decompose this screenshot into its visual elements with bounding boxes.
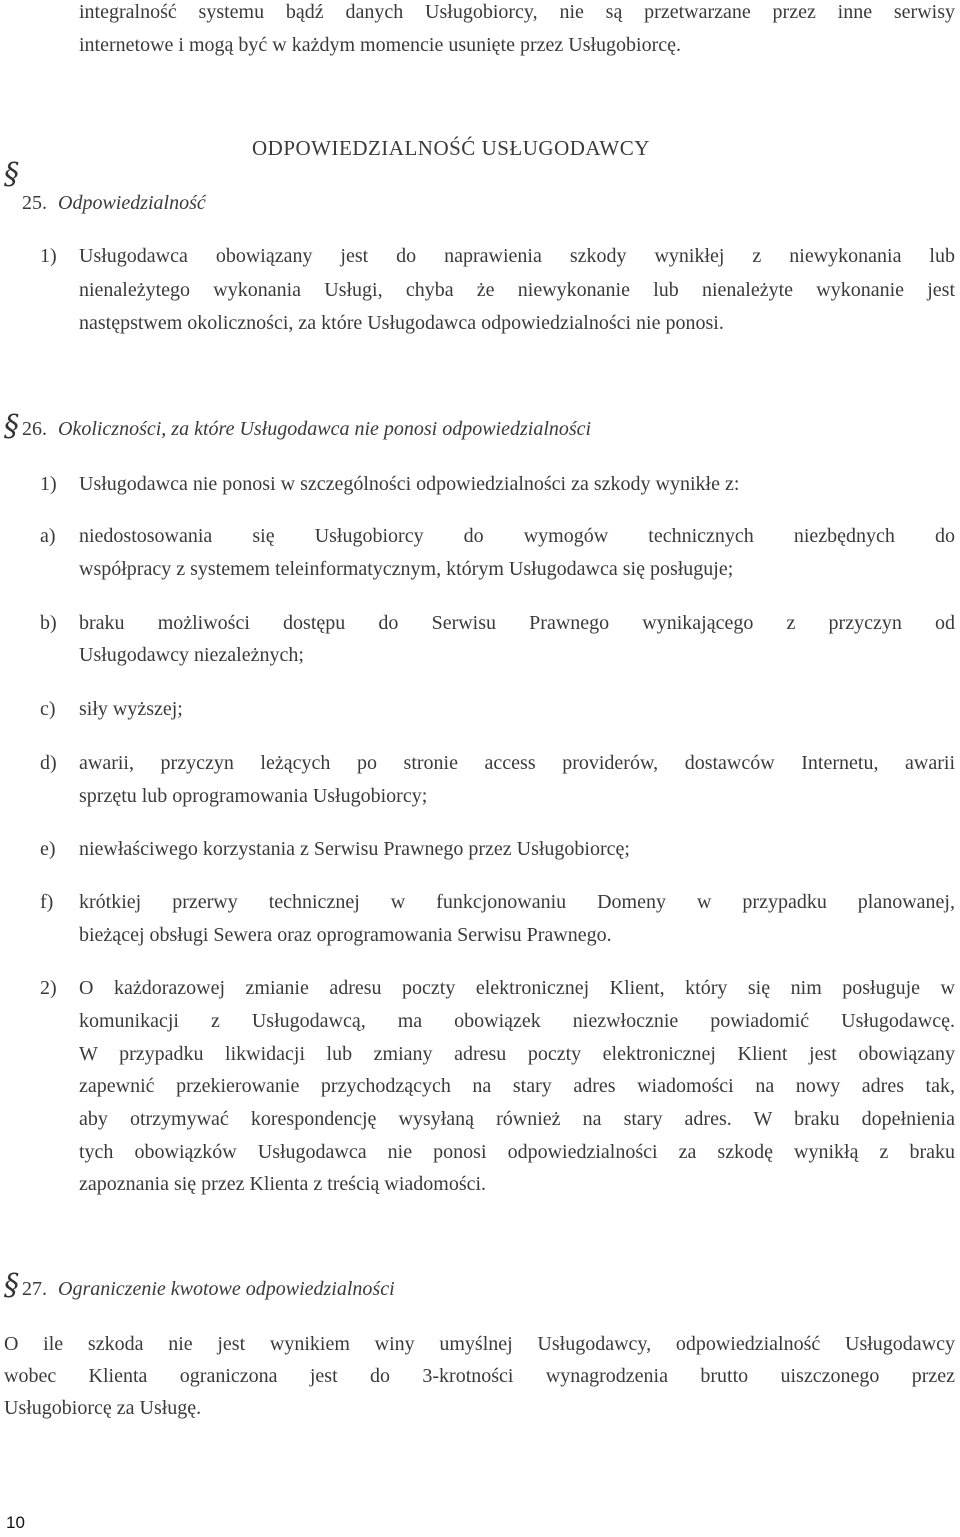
section-25-number: 25.: [22, 192, 47, 214]
section-27-title: Ograniczenie kwotowe odpowiedzialności: [58, 1278, 395, 1300]
s26-b-line-2: Usługodawcy niezależnych;: [79, 644, 304, 666]
s26-b-label: b): [40, 612, 57, 634]
s26-f-line-2: bieżącej obsługi Sewera oraz oprogramowania Serwisu Prawnego.: [79, 924, 612, 946]
s26-a-line-2: współpracy z systemem teleinformatycznym, którym Usługodawca się posługuje;: [79, 558, 734, 580]
s26-a-line-1: niedostosowania się Usługobiorcy do wymogów technicznych niezbędnych do: [79, 525, 955, 547]
s25-p1-line-3: następstwem okoliczności, za które Usługodawca odpowiedzialności nie ponosi.: [79, 312, 724, 334]
s26-p2-line-7: zapoznania się przez Klienta z treścią wiadomości.: [79, 1173, 487, 1195]
s26-f-line-1: krótkiej przerwy technicznej w funkcjonowaniu Domeny w przypadku planowanej,: [79, 891, 955, 913]
section-symbol-27: §: [4, 1268, 19, 1303]
s26-p1-text: Usługodawca nie ponosi w szczególności odpowiedzialności za szkody wynikłe z:: [79, 473, 740, 495]
s26-b-line-1: braku możliwości dostępu do Serwisu Prawnego wynikającego z przyczyn od: [79, 612, 955, 634]
s26-p2-line-4: zapewnić przekierowanie przychodzących na stary adres wiadomości na nowy adres tak,: [79, 1075, 955, 1097]
section-27-number: 27.: [22, 1278, 47, 1300]
s26-c-line-1: siły wyższej;: [79, 698, 183, 720]
s26-p1-number: 1): [40, 473, 57, 495]
s26-e-label: e): [40, 838, 56, 860]
s26-d-line-2: sprzętu lub oprogramowania Usługobiorcy;: [79, 785, 428, 807]
page-number: 10: [6, 1513, 25, 1532]
section-heading: ODPOWIEDZIALNOŚĆ USŁUGODAWCY: [252, 136, 650, 160]
s26-e-line-1: niewłaściwego korzystania z Serwisu Prawnego przez Usługobiorcę;: [79, 838, 630, 860]
s25-p1-line-2: nienależytego wykonania Usługi, chyba że niewykonanie lub nienależyte wykonanie jest: [79, 279, 955, 301]
section-symbol-25: §: [4, 157, 19, 192]
s26-p2-line-6: tych obowiązków Usługodawca nie ponosi odpowiedzialności za szkodę wynikłą z braku: [79, 1141, 955, 1163]
section-26-number: 26.: [22, 418, 47, 440]
s27-line-2: wobec Klienta ograniczona jest do 3-krotności wynagrodzenia brutto uiszczonego przez: [4, 1365, 955, 1387]
s25-p1-line-1: Usługodawca obowiązany jest do naprawienia szkody wynikłej z niewykonania lub: [79, 245, 955, 267]
s26-p2-line-3: W przypadku likwidacji lub zmiany adresu poczty elektronicznej Klient jest obowiązany: [79, 1043, 955, 1065]
section-26-title: Okoliczności, za które Usługodawca nie ponosi odpowiedzialności: [58, 418, 592, 440]
s26-p2-line-5: aby otrzymywać korespondencję wysyłaną również na stary adres. W braku dopełnienia: [79, 1108, 955, 1130]
s27-line-3: Usługobiorcę za Usługę.: [4, 1397, 202, 1419]
s27-line-1: O ile szkoda nie jest wynikiem winy umyślnej Usługodawcy, odpowiedzialność Usługodawcy: [4, 1333, 955, 1355]
s26-a-label: a): [40, 525, 56, 547]
s26-d-label: d): [40, 752, 57, 774]
s25-p1-number: 1): [40, 245, 57, 267]
s26-f-label: f): [40, 891, 54, 913]
s26-p2-line-2: komunikacji z Usługodawcą, ma obowiązek niezwłocznie powiadomić Usługodawcę.: [79, 1010, 955, 1032]
s26-p2-number: 2): [40, 977, 57, 999]
intro-line-2: internetowe i mogą być w każdym momencie usunięte przez Usługobiorcę.: [79, 34, 682, 56]
intro-line-1: integralność systemu bądź danych Usługobiorcy, nie są przetwarzane przez inne serwisy: [79, 1, 955, 23]
s26-d-line-1: awarii, przyczyn leżących po stronie access providerów, dostawców Internetu, awarii: [79, 752, 955, 774]
s26-c-label: c): [40, 698, 56, 720]
section-25-title: Odpowiedzialność: [58, 192, 206, 214]
section-symbol-26: §: [4, 409, 19, 444]
s26-p2-line-1: O każdorazowej zmianie adresu poczty elektronicznej Klient, który się nim posługuje w: [79, 977, 955, 999]
